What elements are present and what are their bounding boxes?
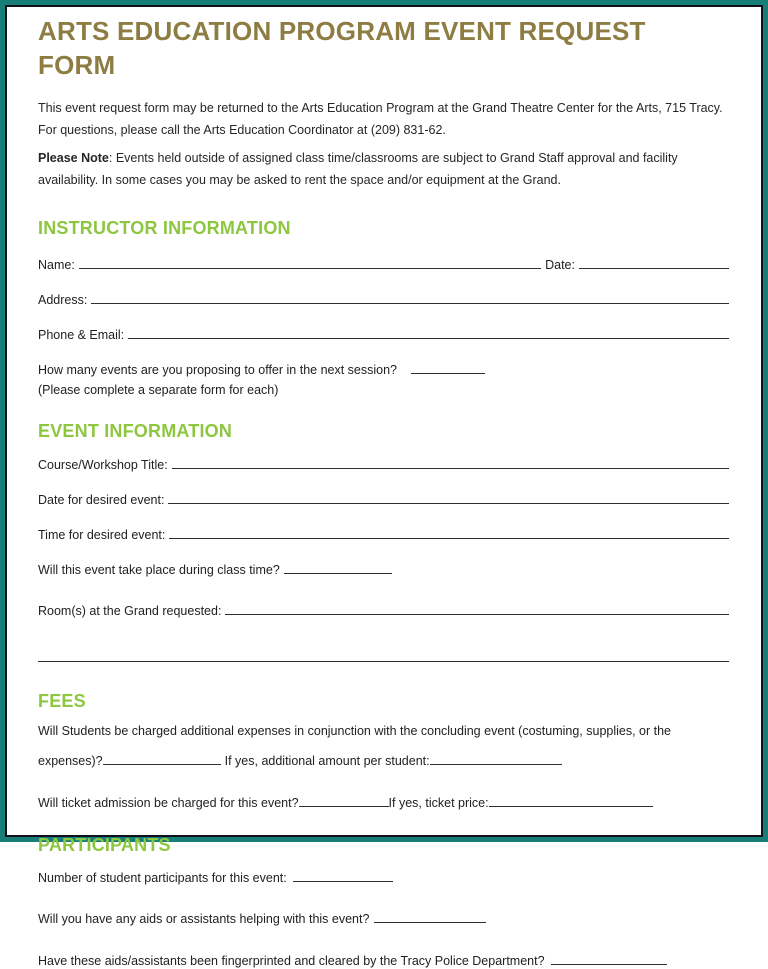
class-time-input-line[interactable] xyxy=(284,560,392,574)
events-count-label: How many events are you proposing to offer in the next session? xyxy=(38,363,398,377)
event-date-input-line[interactable] xyxy=(168,490,729,504)
section-heading-event-information: EVENT INFORMATION xyxy=(38,421,233,441)
phone-email-label: Phone & Email: xyxy=(38,328,125,342)
event-date-label: Date for desired event: xyxy=(38,493,165,507)
address-input-line[interactable] xyxy=(91,290,729,304)
section-heading-instructor-information: INSTRUCTOR INFORMATION xyxy=(38,218,291,238)
event-time-input-line[interactable] xyxy=(169,525,729,539)
event-time-label: Time for desired event: xyxy=(38,528,166,542)
amount-label: If yes, additional amount per student: xyxy=(224,754,430,768)
ticket-row xyxy=(38,793,729,811)
participant-count-input-line[interactable] xyxy=(293,868,393,882)
phone-email-row xyxy=(38,325,729,343)
rooms-overflow-row xyxy=(38,648,729,662)
address-label: Address: xyxy=(38,293,88,307)
event-date-row xyxy=(38,490,729,508)
aids-label: Will you have any aids or assistants helping with this event? xyxy=(38,912,370,926)
ticket-input-line[interactable] xyxy=(299,793,389,807)
participant-count-row xyxy=(38,868,729,886)
class-time-row xyxy=(38,560,729,578)
note-label: Please Note xyxy=(38,151,109,165)
fingerprint-row xyxy=(38,951,729,969)
rooms-overflow-input-line[interactable] xyxy=(38,648,729,662)
course-title-row xyxy=(38,455,729,473)
name-input-line[interactable] xyxy=(79,255,541,269)
date-input-line[interactable] xyxy=(579,255,729,269)
note-text: : Events held outside of assigned class time/classrooms are subject to Grand Staff approval and facility availability. In some cases you may be asked to rent the space and/or equipment at the Grand. xyxy=(38,151,678,187)
ticket-price-label: If yes, ticket price: xyxy=(388,796,489,810)
rooms-row xyxy=(38,601,729,619)
aids-row xyxy=(38,909,729,927)
amount-input-line[interactable] xyxy=(430,751,562,765)
events-count-input-line[interactable] xyxy=(411,360,485,374)
date-label: Date: xyxy=(545,258,575,272)
ticket-question-label: Will ticket admission be charged for this event? xyxy=(38,796,299,810)
name-date-row xyxy=(38,255,729,273)
fingerprint-input-line[interactable] xyxy=(551,951,667,965)
course-title-input-line[interactable] xyxy=(172,455,729,469)
events-count-row xyxy=(38,360,729,378)
rooms-label: Room(s) at the Grand requested: xyxy=(38,604,222,618)
expenses-input-line[interactable] xyxy=(103,751,221,765)
note-paragraph xyxy=(38,148,729,191)
expenses-question-end: expenses)? xyxy=(38,754,103,768)
intro-paragraph: This event request form may be returned to the Arts Education Program at the Grand Theatre Center for the Arts, 715 Tracy. For questions, please call the Arts Education Coordinator at (209) 831-62. xyxy=(38,101,723,137)
expenses-question-row xyxy=(38,723,729,739)
form-page-inner xyxy=(5,5,763,968)
section-heading-fees: FEES xyxy=(38,691,86,711)
ticket-price-input-line[interactable] xyxy=(489,793,653,807)
expenses-answer-row xyxy=(38,751,729,769)
course-title-label: Course/Workshop Title: xyxy=(38,458,168,472)
event-time-row xyxy=(38,525,729,543)
class-time-label: Will this event take place during class time? xyxy=(38,563,280,577)
name-label: Name: xyxy=(38,258,75,272)
rooms-input-line[interactable] xyxy=(225,601,729,615)
separate-form-note: (Please complete a separate form for each) xyxy=(38,383,279,397)
address-row xyxy=(38,290,729,308)
page-title: ARTS EDUCATION PROGRAM EVENT REQUEST FORM xyxy=(38,16,646,80)
aids-input-line[interactable] xyxy=(374,909,486,923)
expenses-question-text: Will Students be charged additional expenses in conjunction with the concluding event (costuming, supplies, or the xyxy=(38,724,672,738)
section-heading-participants: PARTICIPANTS xyxy=(38,835,171,855)
fingerprint-label: Have these aids/assistants been fingerprinted and cleared by the Tracy Police Department? xyxy=(38,954,545,968)
participant-count-label: Number of student participants for this event: xyxy=(38,871,287,885)
phone-email-input-line[interactable] xyxy=(128,325,729,339)
